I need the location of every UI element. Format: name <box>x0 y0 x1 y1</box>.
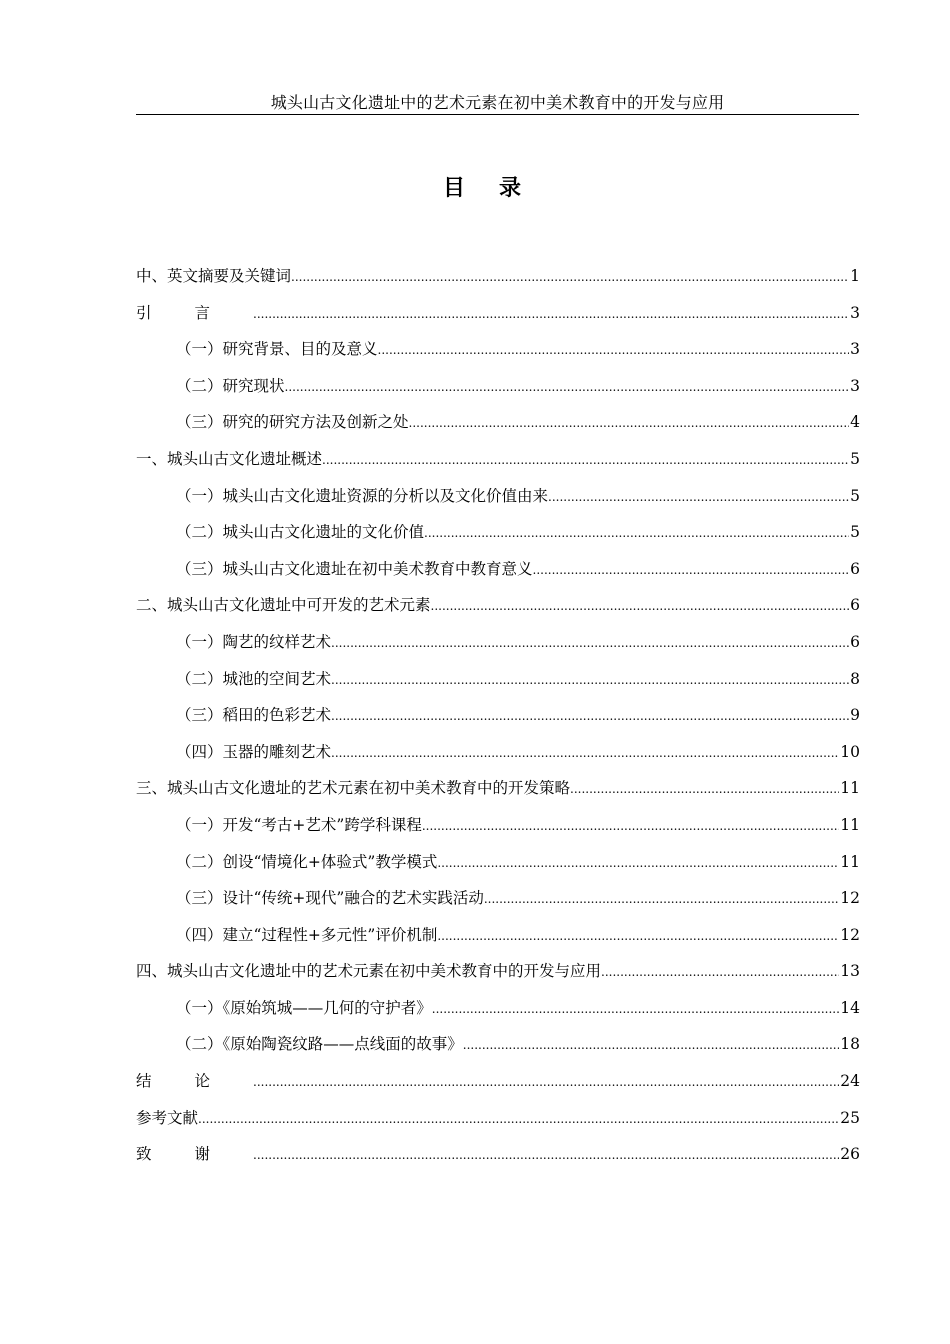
toc-entry-text: 引言 <box>136 303 254 322</box>
toc-dot-leader <box>198 1101 839 1138</box>
toc-dot-leader <box>291 259 849 296</box>
toc-entry-text: （二）城池的空间艺术 <box>176 669 332 688</box>
toc-dot-leader <box>253 296 849 333</box>
toc-entry[interactable] <box>136 1100 860 1137</box>
toc-dot-leader <box>533 552 850 589</box>
toc-page-number: 5 <box>850 449 860 468</box>
toc-entry[interactable] <box>136 258 860 295</box>
toc-dot-leader <box>570 771 839 808</box>
toc-page-number: 11 <box>840 815 860 834</box>
toc-entry-text: （一）陶艺的纹样艺术 <box>176 632 332 651</box>
toc-entry[interactable] <box>136 478 860 515</box>
toc-dot-leader <box>331 662 849 699</box>
toc-page-number: 18 <box>840 1035 860 1054</box>
toc-page-number: 9 <box>850 706 860 725</box>
toc-dot-leader <box>437 845 839 882</box>
toc-page-number: 1 <box>850 267 860 285</box>
toc-dot-leader <box>253 1137 839 1174</box>
toc-entry-text: 三、城头山古文化遗址的艺术元素在初中美术教育中的开发策略 <box>136 779 571 798</box>
toc-entry-text: 结论 <box>136 1072 254 1091</box>
toc-entry[interactable] <box>136 1063 860 1100</box>
toc-entry[interactable] <box>136 441 860 478</box>
toc-entry-text: （一）研究背景、目的及意义 <box>176 340 378 359</box>
toc-entry[interactable] <box>136 1136 860 1173</box>
toc-dot-leader <box>285 369 850 406</box>
toc-page-number: 6 <box>850 596 860 615</box>
toc-entry-text: （二）城头山古文化遗址的文化价值 <box>176 523 425 542</box>
toc-entry[interactable] <box>136 734 860 771</box>
toc-dot-leader <box>484 881 839 918</box>
toc-entry-text: 参考文献 <box>136 1108 199 1127</box>
toc-entry[interactable] <box>136 990 860 1027</box>
toc-page-number: 8 <box>850 669 860 688</box>
toc-dot-leader <box>322 442 849 479</box>
toc-entry[interactable] <box>136 807 860 844</box>
toc-entry-text: 中、英文摘要及关键词 <box>136 267 292 285</box>
toc-entry-text: （三）设计“传统+现代”融合的艺术实践活动 <box>176 889 484 908</box>
toc-page-number: 3 <box>850 303 860 322</box>
toc-entry[interactable] <box>136 587 860 624</box>
toc-entry[interactable] <box>136 1026 860 1063</box>
toc-entry[interactable] <box>136 880 860 917</box>
toc-dot-leader <box>431 588 850 625</box>
toc-page-number: 5 <box>850 523 860 542</box>
toc-entry[interactable] <box>136 624 860 661</box>
toc-entry-text: （三）稻田的色彩艺术 <box>176 706 332 725</box>
toc-entry-text: （一）开发“考古+艺术”跨学科课程 <box>176 815 422 834</box>
toc-entry-text: （三）城头山古文化遗址在初中美术教育中教育意义 <box>176 559 533 578</box>
toc-dot-leader <box>331 735 839 772</box>
toc-dot-leader <box>331 625 849 662</box>
toc-list <box>136 258 860 1173</box>
toc-page-number: 11 <box>840 852 860 871</box>
toc-page-number: 6 <box>850 632 860 651</box>
toc-entry-text: （二）研究现状 <box>176 376 285 395</box>
toc-entry[interactable] <box>136 917 860 954</box>
toc-entry[interactable] <box>136 953 860 990</box>
toc-entry-text: 致谢 <box>136 1145 254 1164</box>
toc-page-number: 5 <box>850 486 860 505</box>
toc-entry[interactable] <box>136 514 860 551</box>
toc-entry[interactable] <box>136 368 860 405</box>
toc-entry-text: 一、城头山古文化遗址概述 <box>136 449 323 468</box>
toc-entry-text: （一）城头山古文化遗址资源的分析以及文化价值由来 <box>176 486 549 505</box>
toc-page-number: 3 <box>850 376 860 395</box>
toc-entry-text: （三）研究的研究方法及创新之处 <box>176 413 409 432</box>
toc-entry-text: （四）建立“过程性+多元性”评价机制 <box>176 925 438 944</box>
toc-page-number: 24 <box>840 1072 860 1091</box>
toc-page-number: 3 <box>850 340 860 359</box>
header-rule <box>136 114 859 115</box>
toc-dot-leader <box>253 1064 839 1101</box>
toc-dot-leader <box>601 954 839 991</box>
toc-entry-text: 二、城头山古文化遗址中可开发的艺术元素 <box>136 596 431 615</box>
toc-entry[interactable] <box>136 697 860 734</box>
toc-entry[interactable] <box>136 661 860 698</box>
toc-dot-leader <box>378 332 850 369</box>
toc-dot-leader <box>422 808 839 845</box>
toc-entry-text: （二）创设“情境化+体验式”教学模式 <box>176 852 438 871</box>
toc-entry[interactable] <box>136 551 860 588</box>
toc-entry-text: （二）《原始陶瓷纹路——点线面的故事》 <box>176 1035 463 1054</box>
toc-dot-leader <box>424 515 849 552</box>
toc-dot-leader <box>409 405 850 442</box>
toc-entry-text: （四）玉器的雕刻艺术 <box>176 742 332 761</box>
toc-dot-leader <box>437 918 839 955</box>
toc-dot-leader <box>548 479 849 516</box>
running-header: 城头山古文化遗址中的艺术元素在初中美术教育中的开发与应用 <box>270 93 725 112</box>
toc-page-number: 11 <box>840 779 860 798</box>
toc-entry[interactable] <box>136 770 860 807</box>
toc-page-number: 12 <box>840 925 860 944</box>
toc-dot-leader <box>331 698 849 735</box>
toc-page-number: 26 <box>840 1145 860 1164</box>
toc-entry-text: （一）《原始筑城——几何的守护者》 <box>176 998 432 1017</box>
toc-page-number: 4 <box>850 413 860 432</box>
toc-page-number: 6 <box>850 559 860 578</box>
toc-dot-leader <box>432 991 840 1028</box>
toc-dot-leader <box>463 1027 840 1064</box>
toc-entry[interactable] <box>136 844 860 881</box>
toc-page-number: 10 <box>840 742 860 761</box>
toc-page-number: 14 <box>840 998 860 1017</box>
toc-page-number: 12 <box>840 889 860 908</box>
toc-page-number: 25 <box>840 1108 860 1127</box>
toc-page-number: 13 <box>840 962 860 981</box>
toc-entry-text: 四、城头山古文化遗址中的艺术元素在初中美术教育中的开发与应用 <box>136 962 602 981</box>
toc-title: 目录 <box>442 175 555 201</box>
toc-entry[interactable] <box>136 331 860 368</box>
toc-entry[interactable] <box>136 295 860 332</box>
toc-entry[interactable] <box>136 404 860 441</box>
